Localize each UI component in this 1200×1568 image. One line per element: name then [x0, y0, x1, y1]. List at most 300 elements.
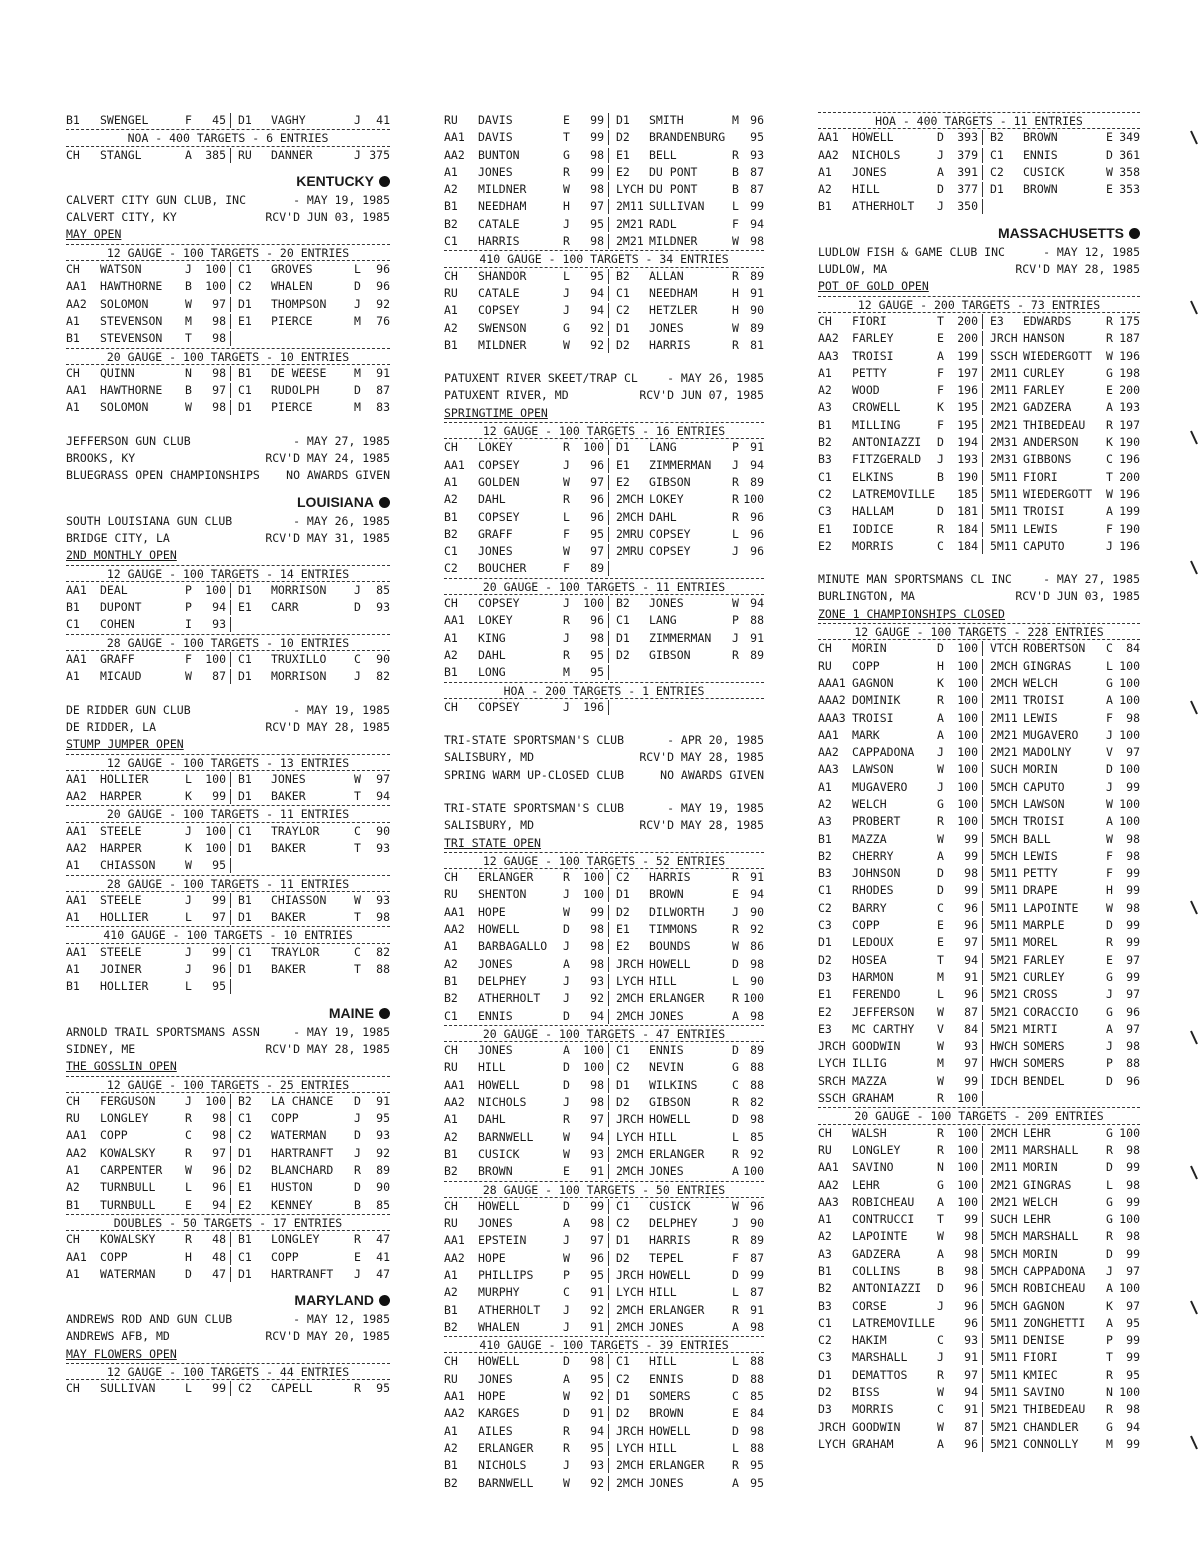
column-divider [608, 1458, 609, 1473]
spacer [66, 417, 390, 433]
column-divider [608, 492, 609, 507]
score: 100 [1119, 658, 1140, 673]
shooter-name: DENISE [1023, 1333, 1065, 1348]
score: 98 [1126, 848, 1140, 863]
column-divider [608, 1476, 609, 1491]
column-divider [230, 772, 231, 787]
result-row [818, 727, 1140, 744]
shooter-name: ENNIS [649, 1371, 684, 1386]
column-divider [608, 165, 609, 180]
class-code: B2 [444, 1164, 458, 1179]
score: 94 [590, 1129, 604, 1144]
score: 41 [376, 113, 390, 127]
class-code: 2M11 [990, 710, 1018, 725]
result-row [444, 630, 764, 647]
class-letter: R [1106, 935, 1113, 950]
shooter-name: JOINER [100, 962, 142, 977]
class-code: RU [818, 658, 832, 673]
score: 84 [1126, 641, 1140, 656]
class-letter: A [937, 164, 944, 179]
result-row [66, 112, 390, 129]
column-middle [444, 112, 764, 1492]
score: 100 [957, 675, 978, 690]
class-letter: W [185, 858, 192, 873]
class-code: CH [444, 440, 458, 455]
score: 99 [212, 944, 226, 959]
shooter-name: HOSEA [852, 952, 887, 967]
class-code: 5MCH [990, 1229, 1018, 1244]
class-code: A1 [66, 1266, 80, 1281]
shooter-name: FIORI [852, 313, 887, 328]
result-row [66, 330, 390, 347]
shooter-name: BARNWELL [478, 1129, 534, 1144]
class-letter: J [937, 1298, 944, 1313]
gauge-header: HOA - 200 TARGETS - 1 ENTRIES [444, 682, 764, 699]
result-row [66, 771, 390, 788]
event-title: MAY OPEN [66, 227, 122, 242]
shooter-name: LAPOINTE [852, 1229, 908, 1244]
class-code: 2MCH [616, 1319, 644, 1334]
class-letter: J [732, 1216, 739, 1231]
score: 175 [1119, 313, 1140, 328]
class-code: 2M21 [990, 745, 1018, 760]
result-row [444, 474, 764, 491]
gauge-header: 12 GAUGE - 100 TARGETS - 44 ENTRIES [66, 1363, 390, 1380]
shooter-name: JONES [649, 1164, 684, 1179]
class-letter: G [732, 1060, 739, 1075]
class-code: 2M21 [990, 417, 1018, 432]
shooter-name: JONES [649, 596, 684, 611]
class-letter: W [563, 1389, 570, 1404]
class-letter: L [732, 199, 739, 214]
result-row [444, 869, 764, 886]
score: 97 [212, 296, 226, 311]
class-letter: R [732, 1233, 739, 1248]
shooter-name: TEPEL [649, 1250, 684, 1265]
class-code: RU [238, 147, 252, 162]
score: 196 [1119, 486, 1140, 501]
class-letter: J [937, 199, 944, 214]
shooter-name: RHODES [852, 883, 894, 898]
shooter-name: MORIN [1023, 1160, 1058, 1175]
score: 95 [590, 1440, 604, 1455]
score: 98 [1126, 1402, 1140, 1417]
shooter-name: LATREMOVILLE [852, 1315, 936, 1330]
score: 90 [750, 973, 764, 988]
class-letter: N [937, 1160, 944, 1175]
shooter-name: COPP [100, 1128, 128, 1143]
class-code: JRCH [818, 1039, 846, 1054]
class-code: CH [444, 1354, 458, 1369]
class-letter: D [563, 922, 570, 937]
class-code: B3 [818, 1298, 832, 1313]
shooter-name: MILDNER [478, 182, 527, 197]
column-divider [608, 1303, 609, 1318]
shooter-name: MORRISON [271, 582, 327, 597]
result-row [818, 848, 1140, 865]
class-letter: M [937, 969, 944, 984]
class-letter: J [1106, 1264, 1113, 1278]
result-row [444, 647, 764, 664]
score: 93 [964, 1333, 978, 1348]
result-row [818, 399, 1140, 416]
class-letter: D [732, 956, 739, 971]
class-code: RU [444, 1371, 458, 1386]
column-divider [230, 1250, 231, 1265]
score: 98 [1126, 1142, 1140, 1157]
class-code: D1 [818, 1367, 832, 1382]
score: 82 [750, 1095, 764, 1110]
shooter-name: JONES [478, 1043, 513, 1058]
class-code: A1 [66, 858, 80, 873]
score: 97 [1126, 1021, 1140, 1036]
result-row [818, 1125, 1140, 1142]
class-code: HWCH [990, 1056, 1018, 1071]
score: 100 [583, 596, 604, 611]
class-code: RU [444, 1060, 458, 1075]
class-code: AA1 [66, 1249, 87, 1264]
class-letter: W [1106, 900, 1113, 915]
class-letter: N [185, 365, 192, 380]
score: 361 [1119, 147, 1140, 162]
class-letter: J [354, 296, 361, 311]
club-line [818, 261, 1140, 278]
score: 99 [1126, 1194, 1140, 1209]
gauge-header: 20 GAUGE - 100 TARGETS - 209 ENTRIES [818, 1107, 1140, 1124]
column-divider [608, 130, 609, 145]
shooter-name: LEDOUX [852, 935, 894, 950]
class-letter: D [1106, 147, 1113, 162]
shooter-name: JONES [478, 1371, 513, 1386]
result-row [66, 599, 390, 616]
gauge-header: 20 GAUGE - 100 TARGETS - 47 ENTRIES [444, 1025, 764, 1042]
class-letter: J [563, 1458, 570, 1473]
score: 94 [964, 1385, 978, 1400]
class-code: AA1 [66, 823, 87, 838]
score: 97 [590, 1233, 604, 1248]
score: 200 [957, 331, 978, 346]
shooter-name: ATHERHOLT [478, 991, 541, 1006]
class-letter: D [732, 1371, 739, 1386]
class-letter: C [185, 1128, 192, 1143]
shooter-name: JONES [478, 164, 513, 179]
column-divider [230, 1180, 231, 1195]
class-code: 2MCH [990, 675, 1018, 690]
class-code: D1 [616, 113, 630, 127]
class-code: 2M11 [990, 1142, 1018, 1157]
club-date: - MAY 19, 1985 [293, 702, 390, 717]
score: 91 [750, 870, 764, 885]
column-divider [230, 366, 231, 381]
class-code: B2 [616, 268, 630, 283]
shooter-name: LEHR [1023, 1212, 1051, 1227]
score: 85 [376, 1197, 390, 1212]
score: 87 [212, 669, 226, 684]
column-divider [982, 1212, 983, 1227]
result-row [444, 973, 764, 990]
class-code: A2 [444, 1129, 458, 1144]
shooter-name: JONES [478, 1216, 513, 1231]
score: 100 [205, 840, 226, 855]
class-code: C2 [818, 1333, 832, 1348]
column-divider [982, 470, 983, 485]
margin-tick-mark [1190, 1030, 1198, 1046]
class-letter: D [563, 1060, 570, 1075]
result-row [444, 595, 764, 612]
class-letter: D [354, 1093, 361, 1108]
score: 196 [957, 383, 978, 398]
column-divider [608, 1164, 609, 1179]
class-code: CH [66, 147, 80, 162]
class-letter: R [732, 147, 739, 162]
result-row [444, 1232, 764, 1249]
club-info: SALISBURY, MD [444, 818, 535, 833]
result-row [66, 1266, 390, 1283]
shooter-name: ALLAN [649, 268, 684, 283]
shooter-name: ENNIS [478, 1008, 513, 1023]
class-code: A1 [444, 630, 458, 645]
shooter-name: BUNTON [478, 147, 520, 162]
class-code: B2 [818, 435, 832, 450]
score: 100 [957, 693, 978, 708]
class-letter: L [185, 979, 192, 994]
score: 93 [590, 1146, 604, 1161]
class-letter: J [354, 1145, 361, 1160]
shooter-name: BROWN [649, 887, 684, 902]
score: 197 [957, 365, 978, 380]
score: 97 [590, 474, 604, 489]
column-right [818, 112, 1140, 1453]
shooter-name: HOPE [478, 1389, 506, 1404]
class-code: A1 [818, 164, 832, 179]
class-letter: T [1106, 1350, 1113, 1365]
class-letter: W [732, 1198, 739, 1213]
class-code: AA2 [66, 840, 87, 855]
class-code: AA3 [818, 762, 839, 777]
class-letter: D [937, 182, 944, 197]
class-letter: C [563, 1285, 570, 1300]
class-letter: W [185, 400, 192, 415]
score: 98 [1126, 900, 1140, 915]
club-info: CALVERT CITY GUN CLUB, INC [66, 192, 247, 207]
club-info: CALVERT CITY, KY [66, 210, 177, 225]
shooter-name: FITZGERALD [852, 452, 922, 467]
class-code: 5MCH [990, 831, 1018, 846]
class-code: AA1 [66, 652, 87, 667]
class-code: B1 [444, 1458, 458, 1473]
class-code: B2 [990, 130, 1004, 145]
shooter-name: HETZLER [649, 303, 698, 318]
result-row [818, 952, 1140, 969]
shooter-name: ROBICHEAU [852, 1194, 915, 1209]
score: 100 [583, 870, 604, 885]
result-row [818, 900, 1140, 917]
club-info: MINUTE MAN SPORTSMANS CL INC [818, 572, 1012, 587]
class-letter: C [354, 944, 361, 959]
score: 94 [590, 1423, 604, 1438]
score: 100 [957, 762, 978, 777]
shooter-name: MOREL [1023, 935, 1058, 950]
score: 94 [750, 887, 764, 902]
margin-tick-mark [1190, 560, 1198, 576]
score: 91 [750, 1302, 764, 1317]
class-code: 5MCH [990, 1246, 1018, 1261]
column-divider [608, 1060, 609, 1075]
shooter-name: MICAUD [100, 669, 142, 684]
shooter-name: FIORI [1023, 469, 1058, 484]
score: 184 [957, 538, 978, 553]
score: 99 [750, 199, 764, 214]
shooter-name: HANSON [1023, 331, 1065, 346]
class-letter: K [185, 789, 192, 804]
class-letter: F [937, 365, 944, 380]
class-code: B2 [444, 1319, 458, 1334]
score: 385 [205, 147, 226, 162]
class-code: RU [444, 887, 458, 902]
class-letter: D [354, 279, 361, 294]
column-divider [230, 262, 231, 277]
class-code: A2 [444, 182, 458, 197]
column-divider [230, 383, 231, 398]
score: 98 [590, 182, 604, 197]
class-letter: T [937, 1212, 944, 1227]
class-code: D1 [238, 789, 252, 804]
result-row [818, 1055, 1140, 1072]
shooter-name: SWENSON [478, 320, 527, 335]
class-code: A1 [818, 1212, 832, 1227]
shooter-name: MAZZA [852, 831, 887, 846]
club-line [66, 1041, 390, 1058]
score: 91 [964, 1350, 978, 1365]
class-letter: R [732, 474, 739, 489]
spacer [444, 716, 764, 732]
margin-tick-mark [1190, 300, 1198, 316]
shooter-name: MILLING [852, 417, 901, 432]
class-letter: J [563, 457, 570, 472]
class-code: C1 [616, 613, 630, 628]
club-date: - MAY 19, 1985 [667, 800, 764, 815]
class-letter: R [732, 870, 739, 885]
shooter-name: HOWELL [478, 1354, 520, 1369]
class-letter: L [732, 1354, 739, 1369]
shooter-name: CURLEY [1023, 365, 1065, 380]
shooter-name: JONES [478, 956, 513, 971]
result-row [66, 382, 390, 399]
shooter-name: HOWELL [478, 1198, 520, 1213]
score: 88 [750, 613, 764, 628]
shooter-name: CAPUTO [1023, 538, 1065, 553]
result-row [818, 147, 1140, 164]
class-letter: R [937, 693, 944, 708]
score: 96 [376, 262, 390, 277]
club-info: BLUEGRASS OPEN CHAMPIONSHIPS [66, 468, 260, 483]
class-code: E3 [818, 1021, 832, 1036]
class-letter: W [563, 1129, 570, 1144]
result-row [66, 840, 390, 857]
score: 97 [964, 1367, 978, 1382]
class-letter: F [1106, 866, 1113, 881]
score: 95 [1126, 1367, 1140, 1382]
score: 94 [212, 1197, 226, 1212]
class-letter: D [937, 641, 944, 656]
class-letter: J [937, 745, 944, 760]
class-letter: A [185, 147, 192, 162]
class-letter: G [1106, 1125, 1113, 1140]
result-row [444, 1059, 764, 1076]
result-row [818, 934, 1140, 951]
class-code: A2 [444, 1440, 458, 1455]
club-line [66, 1311, 390, 1328]
score: 97 [212, 910, 226, 925]
class-letter: W [937, 1385, 944, 1400]
shooter-name: BAKER [271, 910, 306, 925]
column-divider [230, 669, 231, 684]
gauge-header: 20 GAUGE - 100 TARGETS - 11 ENTRIES [66, 805, 390, 822]
shooter-name: WELCH [1023, 675, 1058, 690]
class-letter: T [185, 331, 192, 346]
score: 88 [750, 1440, 764, 1455]
shooter-name: BENDEL [1023, 1073, 1065, 1088]
class-letter: A [1106, 693, 1113, 708]
bullet-icon [379, 176, 390, 187]
class-code: D1 [238, 910, 252, 925]
column-divider [608, 286, 609, 301]
class-letter: H [732, 285, 739, 300]
class-letter: M [354, 400, 361, 415]
result-row [66, 788, 390, 805]
shooter-name: CUSICK [649, 1198, 691, 1213]
score: 196 [1119, 538, 1140, 553]
shooter-name: BROWN [1023, 182, 1058, 197]
score: 87 [964, 1419, 978, 1434]
score: 100 [957, 1194, 978, 1209]
club-line [66, 209, 390, 226]
column-divider [982, 1005, 983, 1020]
class-letter: L [185, 1180, 192, 1195]
score: 96 [1126, 1004, 1140, 1019]
shooter-name: HOWELL [649, 1112, 691, 1127]
class-letter: W [185, 669, 192, 684]
shooter-name: MILDNER [478, 337, 527, 352]
score: 98 [590, 234, 604, 249]
class-letter: L [563, 509, 570, 524]
shooter-name: MADOLNY [1023, 745, 1072, 760]
score: 377 [957, 182, 978, 197]
score: 95 [212, 858, 226, 873]
score: 100 [957, 745, 978, 760]
score: 97 [1126, 1298, 1140, 1313]
score: 84 [750, 1406, 764, 1421]
column-divider [608, 1009, 609, 1024]
shooter-name: HAKIM [852, 1333, 887, 1348]
event-title: MAY FLOWERS OPEN [66, 1346, 177, 1361]
shooter-name: LAWSON [852, 762, 894, 777]
class-letter: J [354, 1111, 361, 1126]
score: 190 [1119, 521, 1140, 536]
class-code: 5M11 [990, 900, 1018, 915]
class-letter: L [1106, 658, 1113, 673]
class-letter: D [354, 1128, 361, 1143]
shooter-name: HOPE [478, 904, 506, 919]
result-row [444, 233, 764, 250]
class-letter: C [937, 900, 944, 915]
shooter-name: HILL [649, 973, 677, 988]
shooter-name: BAKER [271, 962, 306, 977]
spacer [444, 784, 764, 800]
column-divider [982, 165, 983, 180]
class-code: E1 [238, 1180, 252, 1195]
class-code: D1 [238, 400, 252, 415]
